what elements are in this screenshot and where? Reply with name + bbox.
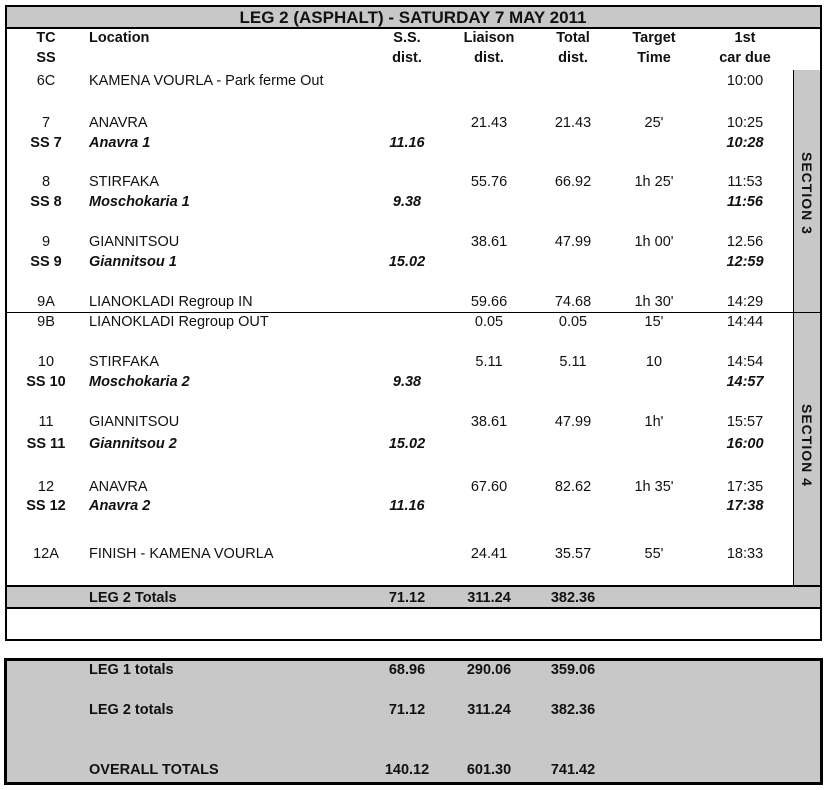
summary-1-total: 382.36 <box>550 702 596 718</box>
row-0-location: KAMENA VOURLA - Park ferme Out <box>89 73 324 89</box>
row-7-liaison: 59.66 <box>470 294 508 310</box>
row-9-due: 14:54 <box>726 354 764 370</box>
row-1-target: 25' <box>644 115 664 131</box>
row-12-ss-dist: 15.02 <box>388 436 426 452</box>
leg-totals-label: LEG 2 Totals <box>89 590 177 606</box>
section-3-label: SECTION 3 <box>799 152 815 235</box>
row-10-due: 14:57 <box>726 374 764 390</box>
section-4-label: SECTION 4 <box>799 404 815 487</box>
header-liaison-dist-line2: dist. <box>474 50 504 66</box>
header-tc-line2: SS <box>36 50 56 66</box>
row-12-due: 16:00 <box>726 436 764 452</box>
row-4-ss-dist: 9.38 <box>392 194 422 210</box>
row-10-location: Moschokaria 2 <box>89 374 190 390</box>
row-3-total: 66.92 <box>554 174 592 190</box>
row-8-liaison: 0.05 <box>474 314 504 330</box>
row-15-tc: 12A <box>33 546 59 562</box>
section-divider <box>5 312 822 313</box>
row-8-target: 15' <box>644 314 664 330</box>
row-15-liaison: 24.41 <box>470 546 508 562</box>
row-14-due: 17:38 <box>726 498 764 514</box>
row-5-due: 12.56 <box>726 234 764 250</box>
row-7-tc: 9A <box>37 294 55 310</box>
row-8-due: 14:44 <box>726 314 764 330</box>
row-8-tc: 9B <box>37 314 55 330</box>
row-8-location: LIANOKLADI Regroup OUT <box>89 314 269 330</box>
row-11-total: 47.99 <box>554 414 592 430</box>
header-first-car-due-line1: 1st <box>734 30 756 46</box>
header-total-dist-line1: Total <box>556 30 590 46</box>
row-15-total: 35.57 <box>554 546 592 562</box>
row-4-location: Moschokaria 1 <box>89 194 190 210</box>
row-5-location: GIANNITSOU <box>89 234 180 250</box>
row-5-liaison: 38.61 <box>470 234 508 250</box>
page-title: LEG 2 (ASPHALT) - SATURDAY 7 MAY 2011 <box>239 8 587 27</box>
row-11-location: GIANNITSOU <box>89 414 180 430</box>
row-9-location: STIRFAKA <box>89 354 160 370</box>
summary-0-label: LEG 1 totals <box>89 662 174 678</box>
row-6-ss-dist: 15.02 <box>388 254 426 270</box>
row-14-ss-dist: 11.16 <box>389 498 425 514</box>
row-3-liaison: 55.76 <box>470 174 508 190</box>
header-ss-dist-line1: S.S. <box>393 30 421 46</box>
row-13-liaison: 67.60 <box>470 479 508 495</box>
header-ss-dist-line2: dist. <box>392 50 422 66</box>
row-8-total: 0.05 <box>558 314 588 330</box>
row-0-tc: 6C <box>36 73 56 89</box>
summary-1-ss: 71.12 <box>388 702 426 718</box>
row-5-tc: 9 <box>41 234 51 250</box>
row-13-target: 1h 35' <box>634 479 674 495</box>
row-3-due: 11:53 <box>727 174 763 190</box>
spacer-row <box>5 607 822 641</box>
header-tc-line1: TC <box>36 30 56 46</box>
summary-2-liaison: 601.30 <box>466 762 512 778</box>
row-4-tc: SS 8 <box>30 194 62 210</box>
row-1-location: ANAVRA <box>89 115 148 131</box>
row-14-tc: SS 12 <box>26 498 66 514</box>
row-3-tc: 8 <box>41 174 51 190</box>
row-11-due: 15:57 <box>726 414 764 430</box>
row-10-ss-dist: 9.38 <box>392 374 422 390</box>
row-1-due: 10:25 <box>726 115 764 131</box>
row-7-location: LIANOKLADI Regroup IN <box>89 294 253 310</box>
section-column <box>794 70 820 585</box>
row-6-due: 12:59 <box>726 254 764 270</box>
summary-0-total: 359.06 <box>550 662 596 678</box>
row-2-location: Anavra 1 <box>89 135 151 151</box>
summary-1-label: LEG 2 totals <box>89 702 174 718</box>
row-15-due: 18:33 <box>726 546 764 562</box>
row-13-total: 82.62 <box>554 479 592 495</box>
header-liaison-dist-line1: Liaison <box>463 30 515 46</box>
row-12-location: Giannitsou 2 <box>89 436 177 452</box>
row-14-location: Anavra 2 <box>89 498 151 514</box>
row-5-target: 1h 00' <box>634 234 674 250</box>
row-4-due: 11:56 <box>726 194 764 210</box>
row-7-target: 1h 30' <box>634 294 674 310</box>
row-2-tc: SS 7 <box>30 135 62 151</box>
row-6-location: Giannitsou 1 <box>89 254 177 270</box>
row-9-tc: 10 <box>37 354 55 370</box>
header-target-time-line1: Target <box>632 30 676 46</box>
header-total-dist-line2: dist. <box>558 50 588 66</box>
row-1-liaison: 21.43 <box>470 115 508 131</box>
row-7-total: 74.68 <box>554 294 592 310</box>
row-3-location: STIRFAKA <box>89 174 160 190</box>
row-13-tc: 12 <box>37 479 55 495</box>
row-9-total: 5.11 <box>559 354 587 370</box>
row-15-location: FINISH - KAMENA VOURLA <box>89 546 274 562</box>
row-6-tc: SS 9 <box>30 254 62 270</box>
summary-1-liaison: 311.24 <box>467 702 511 718</box>
summary-2-label: OVERALL TOTALS <box>89 762 219 778</box>
row-2-due: 10:28 <box>726 135 764 151</box>
header-first-car-due-line2: car due <box>719 50 771 66</box>
summary-2-total: 741.42 <box>550 762 596 778</box>
leg-totals-total: 382.36 <box>550 590 596 606</box>
row-1-total: 21.43 <box>554 115 592 131</box>
row-3-target: 1h 25' <box>634 174 674 190</box>
row-7-due: 14:29 <box>726 294 764 310</box>
row-12-tc: SS 11 <box>26 436 66 452</box>
summary-2-ss: 140.12 <box>384 762 430 778</box>
header-location: Location <box>89 30 150 46</box>
row-11-liaison: 38.61 <box>470 414 508 430</box>
row-15-target: 55' <box>644 546 664 562</box>
row-9-liaison: 5.11 <box>475 354 503 370</box>
leg-totals-liaison: 311.24 <box>467 590 511 606</box>
summary-0-ss: 68.96 <box>388 662 426 678</box>
section-column-divider <box>793 70 794 585</box>
row-11-target: 1h' <box>644 414 664 430</box>
row-13-location: ANAVRA <box>89 479 148 495</box>
row-10-tc: SS 10 <box>26 374 66 390</box>
row-1-tc: 7 <box>41 115 51 131</box>
row-9-target: 10 <box>645 354 663 370</box>
summary-0-liaison: 290.06 <box>466 662 512 678</box>
row-0-due: 10:00 <box>726 73 764 89</box>
header-target-time-line2: Time <box>637 50 671 66</box>
row-2-ss-dist: 11.16 <box>389 135 425 151</box>
row-11-tc: 11 <box>38 414 54 430</box>
row-13-due: 17:35 <box>726 479 764 495</box>
leg-totals-ss: 71.12 <box>388 590 426 606</box>
row-5-total: 47.99 <box>554 234 592 250</box>
